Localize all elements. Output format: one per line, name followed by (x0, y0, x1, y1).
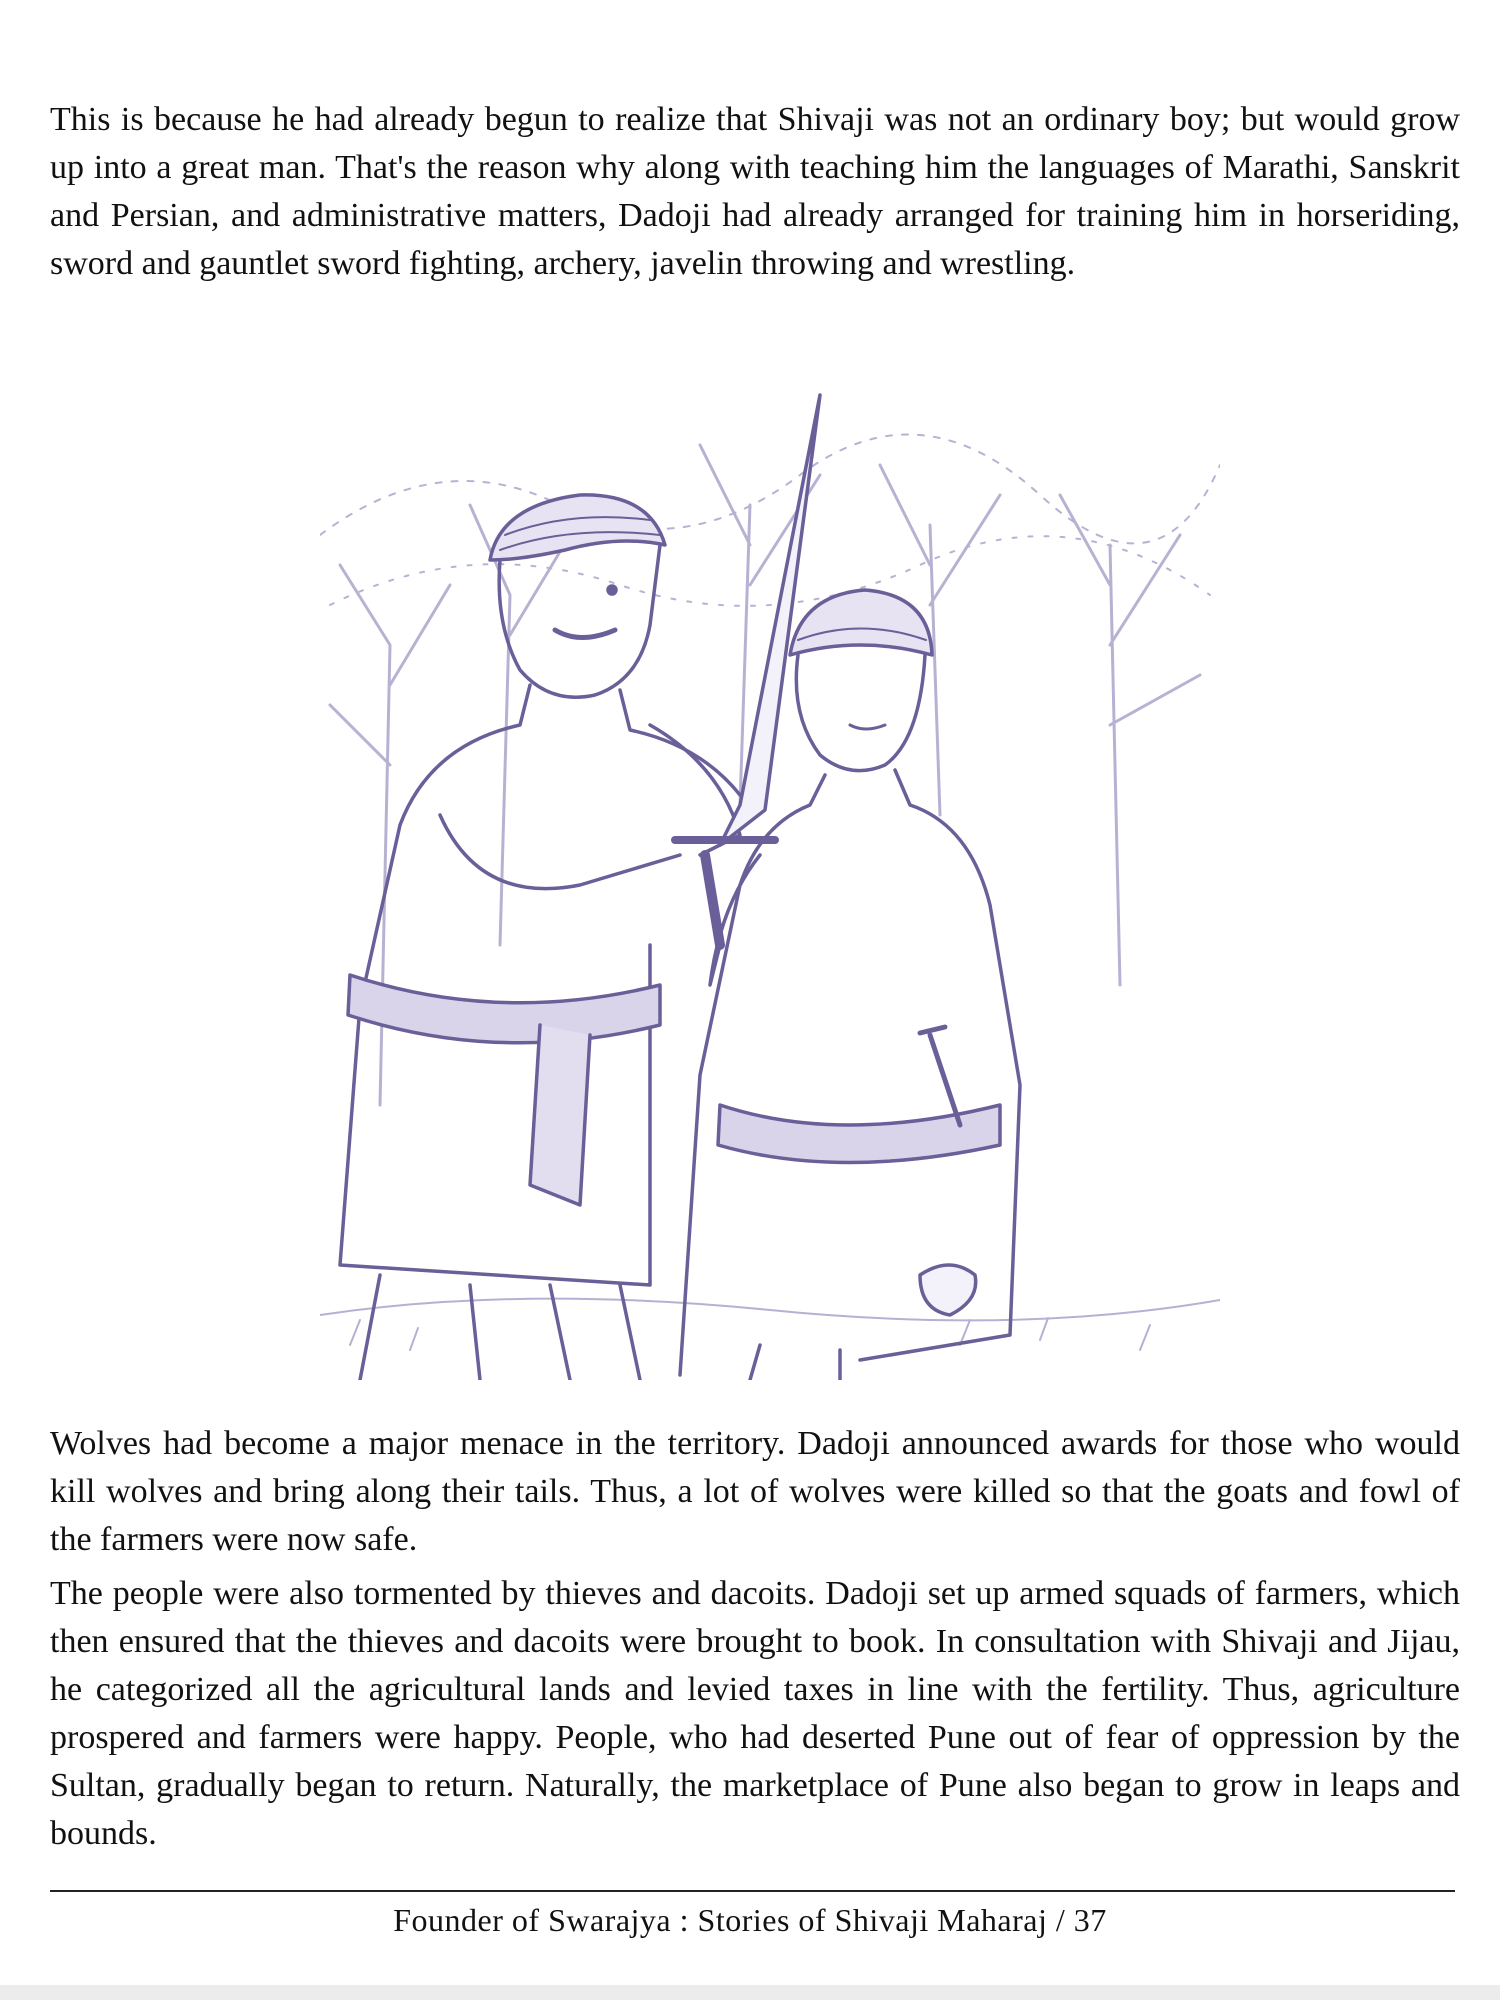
page-footer: Founder of Swarajya : Stories of Shivaji Maharaj / 37 (393, 1902, 1107, 1938)
illustration-sword-training (320, 385, 1220, 1380)
paragraph-thieves: The people were also tormented by thieves and dacoits. Dadoji set up armed squads of farmers, which then ensured that the thieves and dacoits were brought to book. In consultation with Shivaji and Jijau, he categorized all the agricultural lands and levied taxes in line with the fertility. Thus, agriculture prospered and farmers were happy. People, who had deserted Pune out of fear of oppression by the Sultan, gradually began to return. Naturally, the marketplace of Pune also began to grow in leaps and bounds. (50, 1575, 1460, 1852)
page-bottom-edge (0, 1985, 1500, 2000)
paragraph-training: This is because he had already begun to realize that Shivaji was not an ordinary boy; but would grow up into a great man. That's the reason why along with teaching him the languages of Marathi, Sanskrit and Persian, and administrative matters, Dadoji had already arranged for training him in horseriding, sword and gauntlet sword fighting, archery, javelin throwing and wrestling. (50, 101, 1460, 282)
footer-divider (50, 1890, 1455, 1892)
man-figure (340, 495, 740, 1380)
ground-grass (320, 1299, 1220, 1350)
paragraph-wolves: Wolves had become a major menace in the territory. Dadoji announced awards for those who would kill wolves and bring along their tails. Thus, a lot of wolves were killed so that the goats and fowl of the farmers were now safe. (50, 1425, 1460, 1558)
boy-figure (680, 590, 1020, 1380)
